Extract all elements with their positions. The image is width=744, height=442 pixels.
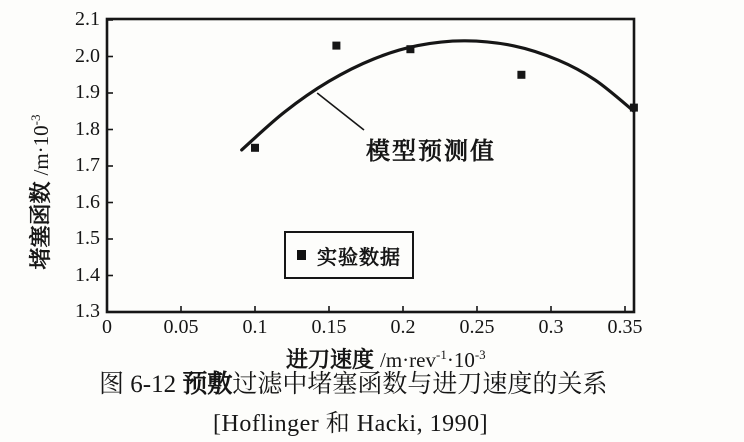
y-tick-label: 1.4 [75,263,100,286]
y-axis-unit: $/m\cdot 10^{-3}$ [28,114,53,176]
x-tick-label: 0.15 [311,316,347,338]
x-tick-label: 0.35 [607,316,643,338]
x-tick-label: 0 [102,316,112,338]
annotation-leader-line [317,93,364,130]
y-tick-label: 1.7 [75,154,100,176]
data-point [630,104,638,112]
caption-text: 过滤中堵塞函数与进刀速度的关系 [232,371,608,398]
y-axis-title-text: 堵塞函数 [29,181,54,270]
y-tick-label: 1.8 [75,117,100,140]
caption-bold-segment: 预敷 [182,371,233,398]
data-point [517,71,525,79]
y-tick-label: 2.1 [75,8,100,30]
y-tick-label: 2.0 [75,44,100,67]
legend-box [284,231,414,279]
y-axis-title [24,52,54,332]
figure-source: [Hoflinger 和 Hacki, 1990] [213,411,489,437]
caption-fig-number: 图 6-12 [99,371,183,398]
figure-caption [99,364,607,400]
x-tick-label: 0.3 [538,316,564,338]
x-axis-unit: $/m\cdot rev^{-1}\cdot 10^{-3}$ [380,347,486,372]
x-tick-label: 0.2 [390,316,416,338]
y-tick-label: 1.3 [75,300,100,322]
data-point [332,42,340,50]
square-marker-icon [297,250,306,260]
x-tick-label: 0.25 [459,316,495,338]
x-axis-title-text: 进刀速度 [286,348,375,373]
y-tick-label: 1.6 [75,190,100,213]
x-tick-label: 0.05 [163,316,199,338]
model-curve-annotation: 模型预测值 [366,137,496,165]
y-tick-label: 1.9 [75,81,100,103]
data-point [406,45,414,53]
data-point [251,144,259,152]
legend-label: 实验数据 [317,244,401,269]
x-tick-label: 0.1 [242,316,268,338]
y-tick-label: 1.5 [75,227,100,249]
